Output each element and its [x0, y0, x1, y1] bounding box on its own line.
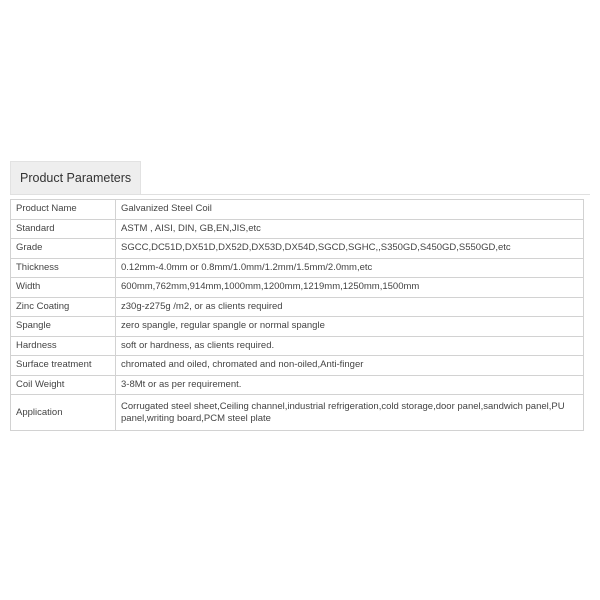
param-label: Width	[11, 278, 116, 298]
param-label: Product Name	[11, 200, 116, 220]
param-label: Thickness	[11, 258, 116, 278]
param-value: ASTM , AISI, DIN, GB,EN,JIS,etc	[116, 219, 584, 239]
table-row	[11, 395, 584, 431]
param-value: Galvanized Steel Coil	[116, 200, 584, 220]
table-row	[11, 297, 584, 317]
param-label: Application	[11, 395, 116, 431]
table-row	[11, 356, 584, 376]
product-parameters-tab[interactable]: Product Parameters	[10, 161, 141, 194]
param-label: Spangle	[11, 317, 116, 337]
param-value: 600mm,762mm,914mm,1000mm,1200mm,1219mm,1250mm,1500mm	[116, 278, 584, 298]
table-row	[11, 239, 584, 259]
param-label: Surface treatment	[11, 356, 116, 376]
param-label: Standard	[11, 219, 116, 239]
param-value: zero spangle, regular spangle or normal spangle	[116, 317, 584, 337]
param-label: Coil Weight	[11, 375, 116, 395]
param-value: Corrugated steel sheet,Ceiling channel,industrial refrigeration,cold storage,door panel,sandwich panel,PU panel,writing board,PCM steel plate	[116, 395, 584, 431]
param-value: z30g-z275g /m2, or as clients required	[116, 297, 584, 317]
param-value: soft or hardness, as clients required.	[116, 336, 584, 356]
param-label: Grade	[11, 239, 116, 259]
section-header	[10, 161, 590, 195]
table-row	[11, 200, 584, 220]
table-row	[11, 219, 584, 239]
param-value: SGCC,DC51D,DX51D,DX52D,DX53D,DX54D,SGCD,SGHC,,S350GD,S450GD,S550GD,etc	[116, 239, 584, 259]
product-parameters-table	[10, 199, 584, 431]
table-row	[11, 317, 584, 337]
table-row	[11, 336, 584, 356]
table-row	[11, 258, 584, 278]
param-value: 3-8Mt or as per requirement.	[116, 375, 584, 395]
table-row	[11, 278, 584, 298]
param-value: chromated and oiled, chromated and non-oiled,Anti-finger	[116, 356, 584, 376]
param-label: Zinc Coating	[11, 297, 116, 317]
param-label: Hardness	[11, 336, 116, 356]
param-value: 0.12mm-4.0mm or 0.8mm/1.0mm/1.2mm/1.5mm/2.0mm,etc	[116, 258, 584, 278]
table-row	[11, 375, 584, 395]
